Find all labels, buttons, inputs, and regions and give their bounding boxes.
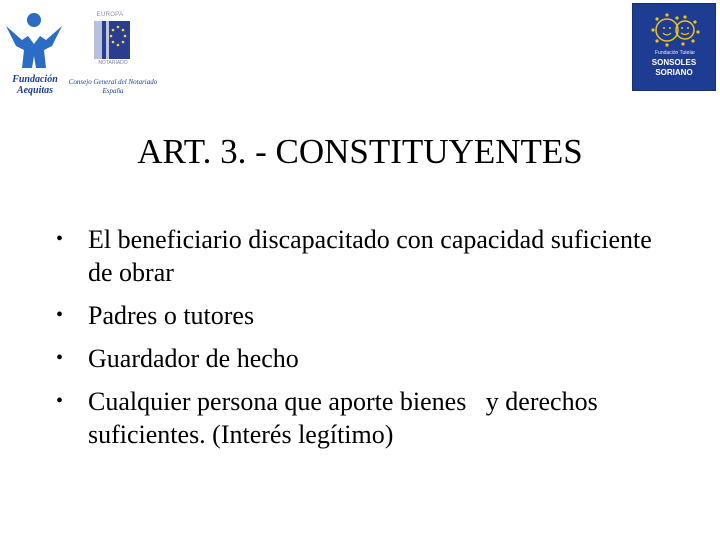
list-item — [56, 299, 676, 332]
notariado-logo — [66, 10, 160, 100]
bullet-glyph: • — [56, 347, 64, 369]
aequitas-figure-icon — [4, 10, 64, 72]
list-item — [56, 342, 676, 375]
sonsoles-name — [633, 58, 715, 78]
sonsoles-name-line1: SONSOLES — [651, 58, 697, 67]
list-item-text: El beneficiario discapacitado con capacidad suficiente de obrar — [88, 225, 659, 287]
sonsoles-logo — [632, 3, 716, 91]
list-item — [56, 385, 676, 451]
bullet-list — [56, 223, 676, 461]
list-item-text: Guardador de hecho — [88, 344, 299, 373]
notarial-flag-icon — [92, 21, 132, 59]
notariado-middle-text: NOTARIADO — [98, 60, 128, 66]
list-item-text: Cualquier persona que aporte bienes y derechos suficientes. (Interés legítimo) — [88, 387, 605, 449]
aequitas-name: Fundación Aequitas — [12, 74, 58, 96]
sun-faces-icon — [649, 10, 701, 50]
bullet-glyph: • — [56, 228, 64, 250]
list-item-text: Padres o tutores — [88, 301, 255, 330]
sonsoles-name-line2: SORIANO — [655, 68, 693, 77]
notariado-top-text: EUROPA — [96, 12, 124, 18]
slide-title: ART. 3. - CONSTITUYENTES — [137, 132, 583, 171]
sonsoles-foundation-text: Fundación Tutelar — [654, 50, 696, 56]
bullet-glyph: • — [56, 304, 64, 326]
list-item — [56, 223, 676, 289]
bullet-glyph: • — [56, 390, 64, 412]
aequitas-logo — [4, 10, 64, 102]
notariado-caption: Consejo General del Notariado España — [68, 78, 158, 95]
